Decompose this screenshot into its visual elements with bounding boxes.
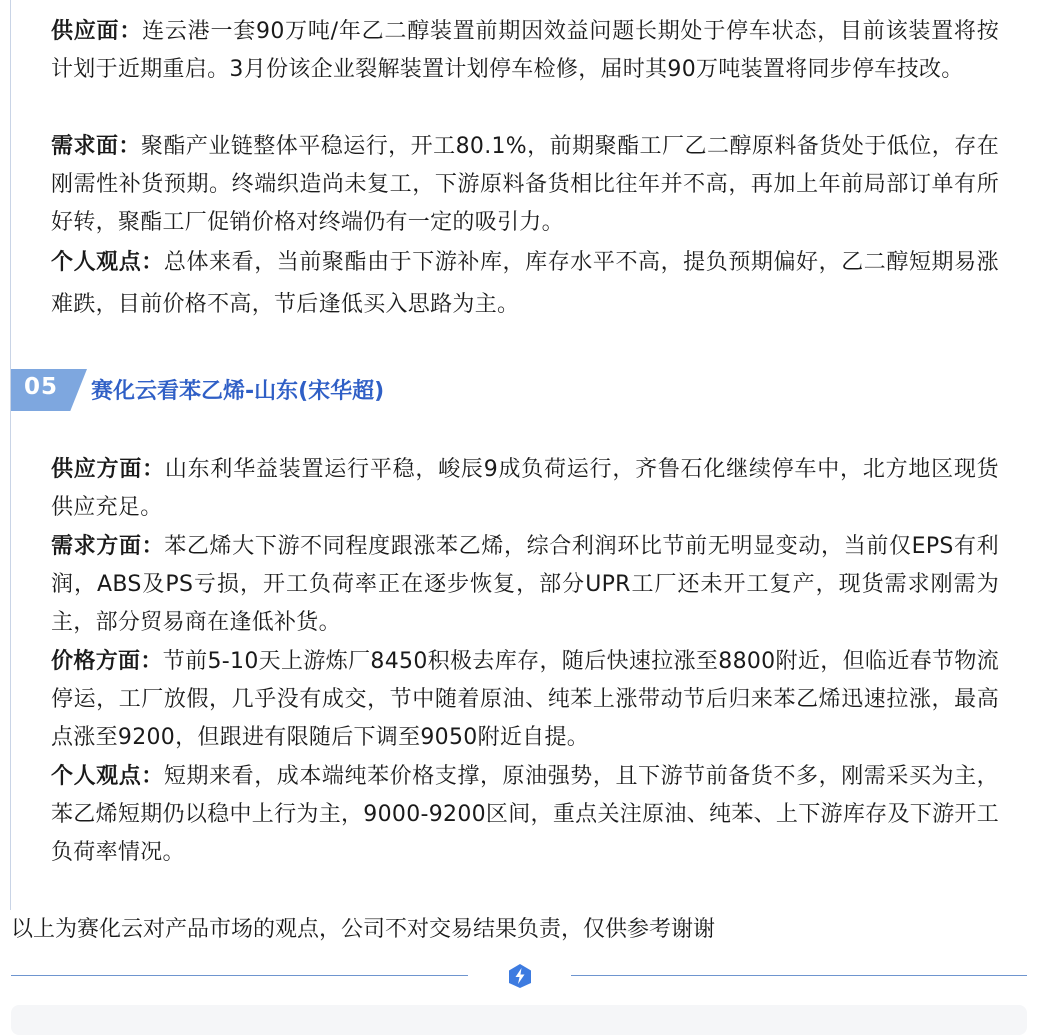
paragraph-demand [51, 128, 999, 242]
divider-left [11, 975, 468, 976]
article-body [10, 0, 1030, 910]
paragraph-supply [51, 13, 999, 89]
disclaimer-text: 以上为赛化云对产品市场的观点，公司不对交易结果负责，仅供参考谢谢 [11, 917, 716, 942]
paragraph-personal-view-05 [51, 758, 999, 872]
price-side-text: 节前5-10天上游炼厂8450积极去库存，随后快速拉涨至8800附近，但临近春节物流停运，工厂放假，几乎没有成交，节中随着原油、纯苯上涨带动节后归来苯乙烯迅速拉涨，最高点涨至9200，但跟进有限随后下调至9050附近自提。 [51, 649, 999, 750]
footer-card [11, 1005, 1027, 1035]
supply-side-label: 供应方面： [51, 457, 165, 482]
supply-label: 供应面： [51, 19, 143, 44]
demand-side-label: 需求方面： [51, 534, 165, 559]
divider-right [571, 975, 1027, 976]
section-number: 05 [24, 374, 59, 400]
view-text: 总体来看，当前聚酯由于下游补库，库存水平不高，提负预期偏好，乙二醇短期易涨难跌，目前价格不高，节后逢低买入思路为主。 [51, 250, 999, 317]
view-label: 个人观点： [51, 250, 164, 275]
section-header [11, 369, 611, 411]
demand-text: 聚酯产业链整体平稳运行，开工80.1%，前期聚酯工厂乙二醇原料备货处于低位，存在刚需性补货预期。终端织造尚未复工，下游原料备货相比往年并不高，再加上年前局部订单有所好转，聚酯工厂促销价格对终端仍有一定的吸引力。 [51, 134, 999, 235]
supply-side-text: 山东利华益装置运行平稳，峻辰9成负荷运行，齐鲁石化继续停车中，北方地区现货供应充足。 [51, 457, 999, 520]
view-05-text: 短期来看，成本端纯苯价格支撑，原油强势，且下游节前备货不多，刚需采买为主，苯乙烯短期仍以稳中上行为主，9000-9200区间，重点关注原油、纯苯、上下游库存及下游开工负荷率情况。 [51, 764, 999, 865]
paragraph-personal-view [51, 242, 999, 326]
demand-label: 需求面： [51, 134, 141, 159]
supply-text: 连云港一套90万吨/年乙二醇装置前期因效益问题长期处于停车状态，目前该装置将按计划于近期重启。3月份该企业裂解装置计划停车检修，届时其90万吨装置将同步停车技改。 [51, 19, 1000, 82]
paragraph-demand-side [51, 528, 999, 642]
price-side-label: 价格方面： [51, 649, 163, 674]
lightning-bolt-icon [507, 963, 533, 989]
view-05-label: 个人观点： [51, 764, 164, 789]
section-title: 赛化云看苯乙烯-山东(宋华超) [91, 379, 385, 404]
demand-side-text: 苯乙烯大下游不同程度跟涨苯乙烯，综合利润环比节前无明显变动，当前仅EPS有利润，ABS及PS亏损，开工负荷率正在逐步恢复，部分UPR工厂还未开工复产，现货需求刚需为主，部分贸易商在逢低补货。 [51, 534, 999, 635]
paragraph-supply-side [51, 451, 999, 527]
paragraph-price-side [51, 643, 999, 757]
